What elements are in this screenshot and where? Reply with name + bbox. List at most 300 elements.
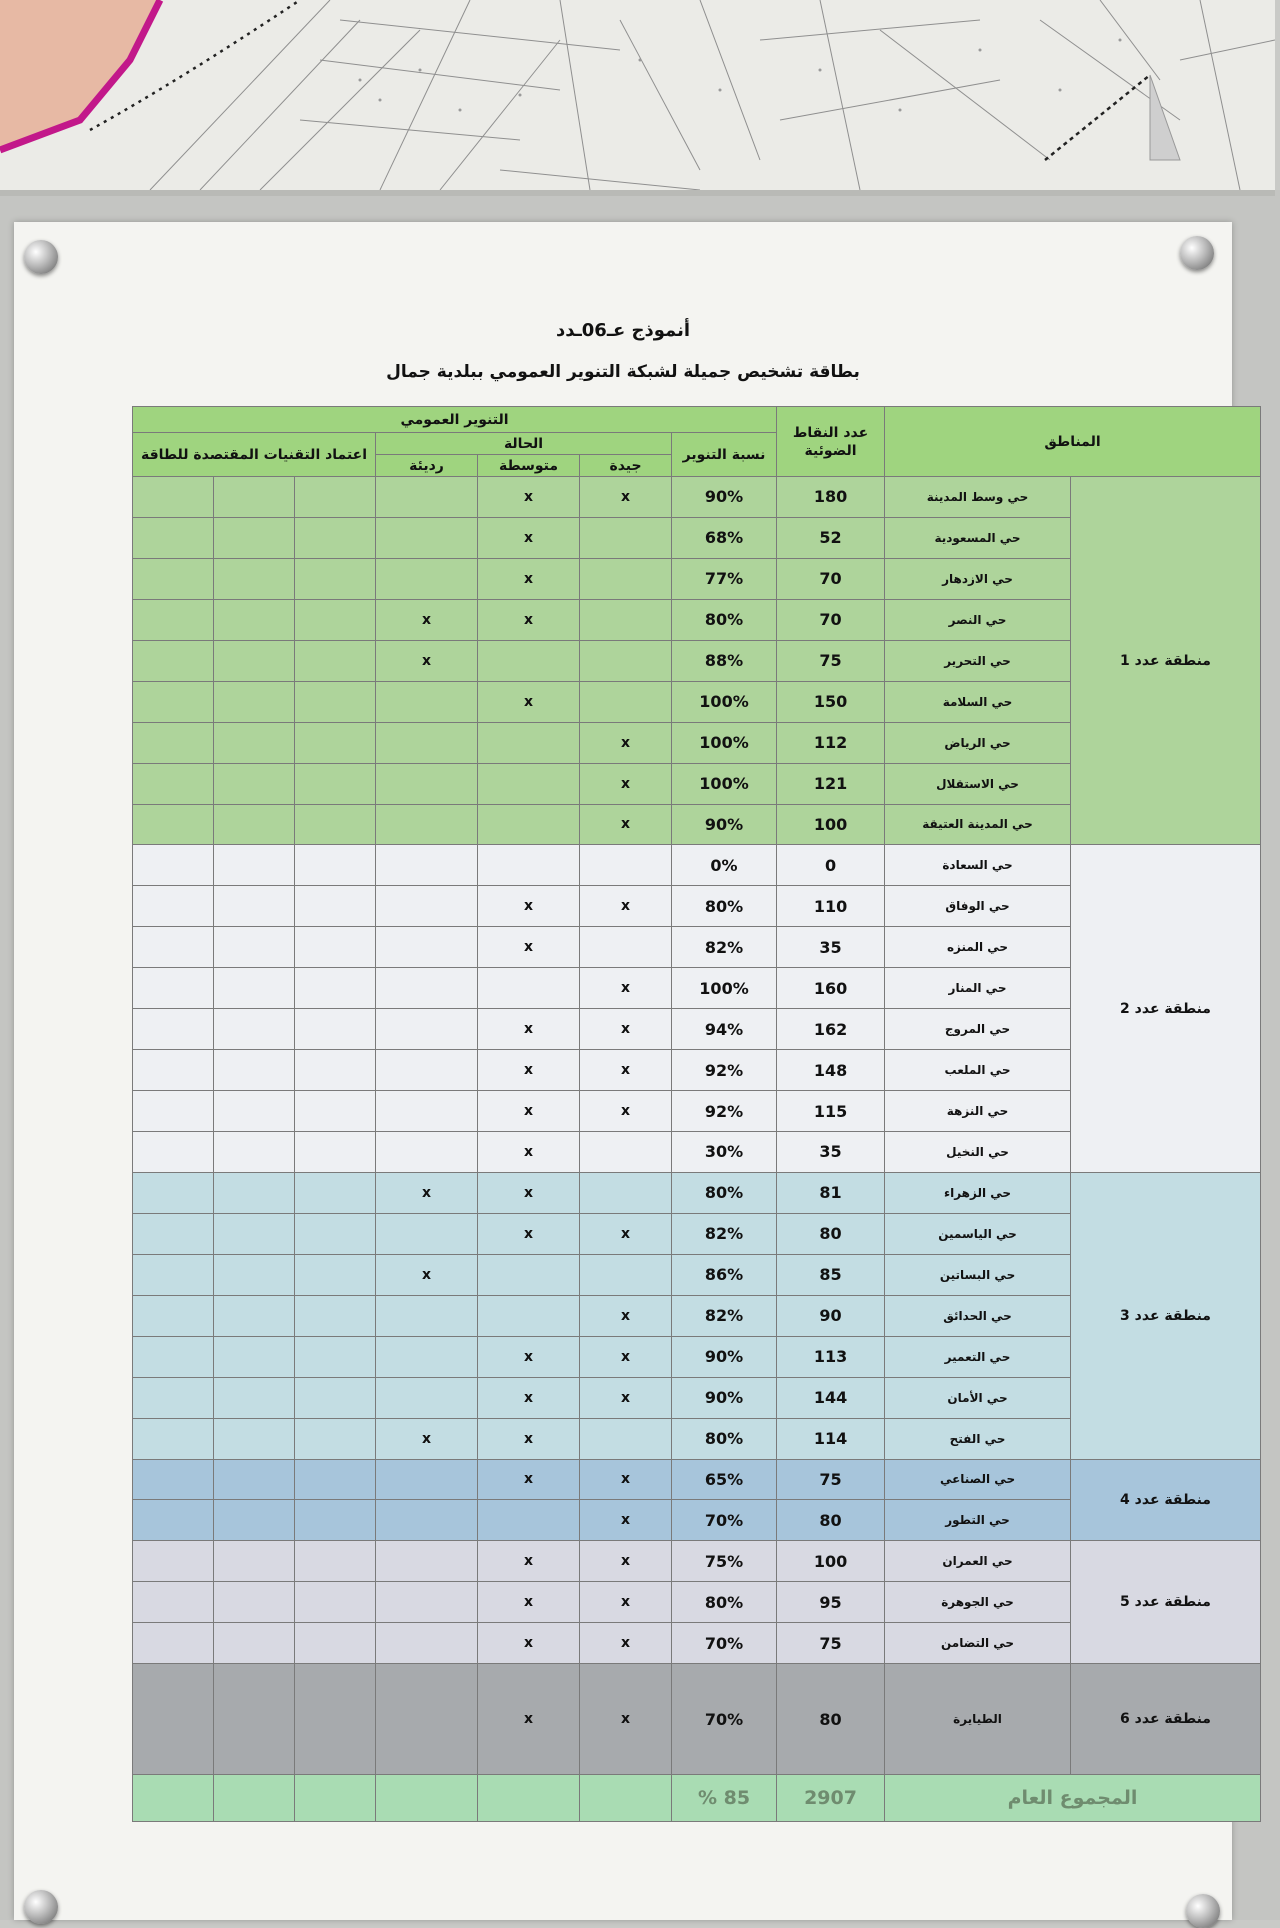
district-name-cell: حي الجوهرة [885, 1582, 1071, 1623]
energy-tech-cell [133, 477, 214, 518]
condition-medium-cell [478, 640, 580, 681]
lighting-rate-cell: 86% [672, 1254, 777, 1295]
light-points-cell: 115 [777, 1091, 885, 1132]
energy-tech-cell [295, 1213, 376, 1254]
condition-good-cell: x [580, 1377, 672, 1418]
condition-good-cell: x [580, 1009, 672, 1050]
lighting-rate-cell: 90% [672, 804, 777, 845]
header-condition: الحالة [376, 433, 672, 455]
header-energy: اعتماد التقنيات المقتصدة للطاقة [133, 433, 376, 477]
energy-tech-cell [214, 1336, 295, 1377]
district-name-cell: حي النخيل [885, 1132, 1071, 1173]
energy-tech-cell [133, 1336, 214, 1377]
energy-tech-cell [133, 927, 214, 968]
energy-tech-cell [295, 517, 376, 558]
energy-tech-cell [133, 1582, 214, 1623]
energy-tech-cell [214, 722, 295, 763]
lighting-diagnostic-table [132, 406, 1261, 1822]
table-body [133, 477, 1261, 1822]
energy-tech-cell [214, 804, 295, 845]
condition-bad-cell [376, 1050, 478, 1091]
district-name-cell: حي التعمير [885, 1336, 1071, 1377]
light-points-cell: 52 [777, 517, 885, 558]
lighting-rate-cell: 90% [672, 1336, 777, 1377]
condition-medium-cell: x [478, 599, 580, 640]
zone-name-cell: منطقة عدد 4 [1071, 1459, 1261, 1541]
energy-tech-cell [133, 681, 214, 722]
energy-tech-cell [214, 1009, 295, 1050]
printed-sheet [14, 222, 1232, 1920]
district-name-cell: حي المنار [885, 968, 1071, 1009]
lighting-rate-cell: 92% [672, 1050, 777, 1091]
district-name-cell: حي المنزه [885, 927, 1071, 968]
energy-tech-cell [214, 1091, 295, 1132]
condition-good-cell: x [580, 1500, 672, 1541]
lighting-rate-cell: 77% [672, 558, 777, 599]
energy-tech-cell [295, 968, 376, 1009]
condition-medium-cell: x [478, 1459, 580, 1500]
district-name-cell: حي التضامن [885, 1623, 1071, 1664]
district-name-cell: حي الزهراء [885, 1172, 1071, 1213]
light-points-cell: 113 [777, 1336, 885, 1377]
light-points-cell: 100 [777, 1541, 885, 1582]
condition-good-cell [580, 599, 672, 640]
energy-tech-cell [295, 1009, 376, 1050]
table-row [133, 1459, 1261, 1500]
energy-tech-cell [295, 804, 376, 845]
lighting-rate-cell: 80% [672, 1172, 777, 1213]
lighting-rate-cell: 80% [672, 1582, 777, 1623]
district-name-cell: حي النصر [885, 599, 1071, 640]
light-points-cell: 70 [777, 558, 885, 599]
energy-tech-cell [295, 1295, 376, 1336]
energy-tech-cell [133, 1132, 214, 1173]
condition-medium-cell [478, 845, 580, 886]
zone-name-cell: منطقة عدد 5 [1071, 1541, 1261, 1664]
condition-good-cell: x [580, 886, 672, 927]
district-name-cell: حي الياسمين [885, 1213, 1071, 1254]
header-rate: نسبة التنوير [672, 433, 777, 477]
lighting-rate-cell: 82% [672, 1295, 777, 1336]
zone-name-cell: منطقة عدد 2 [1071, 845, 1261, 1173]
condition-bad-cell [376, 1091, 478, 1132]
condition-medium-cell: x [478, 477, 580, 518]
push-pin-top-right [1180, 236, 1214, 270]
condition-medium-cell: x [478, 558, 580, 599]
energy-tech-cell [214, 1664, 295, 1775]
condition-medium-cell [478, 722, 580, 763]
district-name-cell: حي العمران [885, 1541, 1071, 1582]
energy-tech-cell [295, 1623, 376, 1664]
condition-bad-cell [376, 845, 478, 886]
condition-medium-cell [478, 1295, 580, 1336]
energy-tech-cell [295, 1050, 376, 1091]
condition-good-cell [580, 681, 672, 722]
lighting-rate-cell: 65% [672, 1459, 777, 1500]
total-row [133, 1775, 1261, 1822]
condition-medium-cell [478, 763, 580, 804]
energy-tech-cell [295, 1377, 376, 1418]
condition-medium-cell: x [478, 1541, 580, 1582]
energy-tech-cell [214, 1418, 295, 1459]
energy-tech-cell [133, 517, 214, 558]
light-points-cell: 180 [777, 477, 885, 518]
lighting-rate-cell: 80% [672, 1418, 777, 1459]
energy-tech-cell [133, 763, 214, 804]
light-points-cell: 75 [777, 1459, 885, 1500]
condition-medium-cell: x [478, 1377, 580, 1418]
lighting-rate-cell: 68% [672, 517, 777, 558]
condition-bad-cell [376, 927, 478, 968]
lighting-rate-cell: 100% [672, 722, 777, 763]
light-points-cell: 35 [777, 927, 885, 968]
condition-good-cell: x [580, 1091, 672, 1132]
energy-tech-cell [295, 845, 376, 886]
lighting-rate-cell: 82% [672, 1213, 777, 1254]
energy-tech-cell [133, 845, 214, 886]
condition-good-cell [580, 558, 672, 599]
energy-tech-cell [214, 477, 295, 518]
condition-medium-cell [478, 1254, 580, 1295]
energy-tech-cell [214, 558, 295, 599]
form-code: أنموذج ع‍ـ‍06‍ـدد [555, 320, 691, 341]
energy-tech-cell [295, 599, 376, 640]
light-points-cell: 75 [777, 640, 885, 681]
energy-tech-cell [295, 722, 376, 763]
district-name-cell: حي الوفاق [885, 886, 1071, 927]
energy-tech-cell [214, 1132, 295, 1173]
lighting-rate-cell: 92% [672, 1091, 777, 1132]
energy-tech-cell [133, 1500, 214, 1541]
document-title: بطاقة تشخيص جميلة لشبكة التنوير العمومي ببلدية جمال [386, 362, 860, 382]
energy-tech-cell [133, 1254, 214, 1295]
lighting-rate-cell: 70% [672, 1500, 777, 1541]
district-name-cell: حي النزهة [885, 1091, 1071, 1132]
condition-medium-cell [478, 1500, 580, 1541]
energy-tech-cell [295, 1132, 376, 1173]
push-pin-bottom-right [1186, 1894, 1220, 1928]
condition-medium-cell: x [478, 1009, 580, 1050]
energy-tech-cell [295, 763, 376, 804]
condition-bad-cell: x [376, 1418, 478, 1459]
lighting-rate-cell: 0% [672, 845, 777, 886]
district-name-cell: حي البساتين [885, 1254, 1071, 1295]
condition-bad-cell [376, 804, 478, 845]
condition-good-cell [580, 845, 672, 886]
light-points-cell: 150 [777, 681, 885, 722]
condition-good-cell: x [580, 1541, 672, 1582]
district-name-cell: حي السعادة [885, 845, 1071, 886]
energy-tech-cell [133, 1623, 214, 1664]
condition-medium-cell: x [478, 927, 580, 968]
condition-good-cell: x [580, 1050, 672, 1091]
energy-tech-cell [133, 1541, 214, 1582]
energy-tech-cell [295, 681, 376, 722]
lighting-rate-cell: 90% [672, 477, 777, 518]
light-points-cell: 0 [777, 845, 885, 886]
condition-good-cell: x [580, 1582, 672, 1623]
condition-bad-cell [376, 968, 478, 1009]
lighting-rate-cell: 82% [672, 927, 777, 968]
energy-tech-cell [295, 558, 376, 599]
district-name-cell: حي المروج [885, 1009, 1071, 1050]
condition-bad-cell [376, 681, 478, 722]
energy-tech-cell [133, 640, 214, 681]
energy-tech-cell [133, 599, 214, 640]
condition-bad-cell [376, 1295, 478, 1336]
header-medium: متوسطة [478, 455, 580, 477]
condition-bad-cell [376, 1377, 478, 1418]
light-points-cell: 80 [777, 1664, 885, 1775]
energy-tech-cell [214, 1172, 295, 1213]
light-points-cell: 148 [777, 1050, 885, 1091]
energy-tech-cell [214, 1254, 295, 1295]
header-points: عدد النقاط الضوئية [777, 407, 885, 477]
condition-medium-cell: x [478, 1172, 580, 1213]
energy-tech-cell [133, 1091, 214, 1132]
condition-medium-cell [478, 804, 580, 845]
light-points-cell: 110 [777, 886, 885, 927]
lighting-rate-cell: 94% [672, 1009, 777, 1050]
energy-tech-cell [295, 1254, 376, 1295]
condition-bad-cell [376, 1459, 478, 1500]
energy-tech-cell [214, 1541, 295, 1582]
condition-good-cell [580, 640, 672, 681]
energy-tech-cell [133, 804, 214, 845]
push-pin-bottom-left [24, 1890, 58, 1924]
energy-tech-cell [214, 1500, 295, 1541]
total-points-cell: 2907 [777, 1775, 885, 1822]
energy-tech-cell [295, 1541, 376, 1582]
condition-bad-cell [376, 1664, 478, 1775]
energy-tech-cell [133, 558, 214, 599]
header-bad: رديئة [376, 455, 478, 477]
condition-good-cell [580, 1132, 672, 1173]
condition-good-cell: x [580, 968, 672, 1009]
district-name-cell: حي الفتح [885, 1418, 1071, 1459]
condition-bad-cell [376, 886, 478, 927]
energy-tech-cell [214, 517, 295, 558]
map-drawing [0, 0, 1275, 190]
push-pin-top-left [24, 240, 58, 274]
condition-bad-cell: x [376, 1172, 478, 1213]
condition-bad-cell [376, 1009, 478, 1050]
zone-name-cell: منطقة عدد 6 [1071, 1664, 1261, 1775]
energy-tech-cell [133, 968, 214, 1009]
condition-bad-cell [376, 1541, 478, 1582]
table-row [133, 845, 1261, 886]
light-points-cell: 90 [777, 1295, 885, 1336]
energy-tech-cell [295, 640, 376, 681]
table-row [133, 1172, 1261, 1213]
condition-good-cell: x [580, 1459, 672, 1500]
energy-tech-cell [295, 1664, 376, 1775]
lighting-rate-cell: 100% [672, 968, 777, 1009]
energy-tech-cell [295, 886, 376, 927]
total-empty-cell [133, 1775, 214, 1822]
energy-tech-cell [133, 1377, 214, 1418]
energy-tech-cell [295, 1459, 376, 1500]
energy-tech-cell [133, 1213, 214, 1254]
light-points-cell: 100 [777, 804, 885, 845]
condition-bad-cell [376, 1213, 478, 1254]
table-row [133, 1541, 1261, 1582]
header-lighting: التنوير العمومي [133, 407, 777, 433]
condition-medium-cell: x [478, 517, 580, 558]
condition-bad-cell: x [376, 1254, 478, 1295]
condition-medium-cell: x [478, 1132, 580, 1173]
condition-medium-cell: x [478, 1664, 580, 1775]
condition-medium-cell: x [478, 886, 580, 927]
district-name-cell: حي التحرير [885, 640, 1071, 681]
light-points-cell: 70 [777, 599, 885, 640]
total-empty-cell [214, 1775, 295, 1822]
energy-tech-cell [214, 1295, 295, 1336]
light-points-cell: 114 [777, 1418, 885, 1459]
condition-medium-cell: x [478, 681, 580, 722]
header-good: جيدة [580, 455, 672, 477]
condition-bad-cell [376, 1623, 478, 1664]
energy-tech-cell [133, 1172, 214, 1213]
condition-bad-cell [376, 477, 478, 518]
condition-good-cell: x [580, 722, 672, 763]
condition-bad-cell [376, 517, 478, 558]
district-name-cell: حي الازدهار [885, 558, 1071, 599]
total-empty-cell [376, 1775, 478, 1822]
zone-name-cell: منطقة عدد 1 [1071, 477, 1261, 845]
district-name-cell: حي السلامة [885, 681, 1071, 722]
energy-tech-cell [133, 886, 214, 927]
condition-good-cell: x [580, 1336, 672, 1377]
light-points-cell: 160 [777, 968, 885, 1009]
district-name-cell: حي الملعب [885, 1050, 1071, 1091]
condition-medium-cell: x [478, 1623, 580, 1664]
total-empty-cell [478, 1775, 580, 1822]
total-label-cell: المجموع العام [885, 1775, 1261, 1822]
district-name-cell: حي الأمان [885, 1377, 1071, 1418]
lighting-rate-cell: 100% [672, 763, 777, 804]
light-points-cell: 121 [777, 763, 885, 804]
district-name-cell: حي التطور [885, 1500, 1071, 1541]
energy-tech-cell [214, 1623, 295, 1664]
energy-tech-cell [133, 722, 214, 763]
condition-medium-cell: x [478, 1213, 580, 1254]
lighting-rate-cell: 75% [672, 1541, 777, 1582]
light-points-cell: 85 [777, 1254, 885, 1295]
energy-tech-cell [133, 1050, 214, 1091]
energy-tech-cell [295, 477, 376, 518]
energy-tech-cell [214, 681, 295, 722]
total-empty-cell [580, 1775, 672, 1822]
condition-good-cell [580, 517, 672, 558]
energy-tech-cell [295, 1172, 376, 1213]
district-name-cell: حي الرياض [885, 722, 1071, 763]
energy-tech-cell [214, 1050, 295, 1091]
light-points-cell: 75 [777, 1623, 885, 1664]
light-points-cell: 112 [777, 722, 885, 763]
district-name-cell: الطيايرة [885, 1664, 1071, 1775]
energy-tech-cell [295, 927, 376, 968]
lighting-rate-cell: 80% [672, 599, 777, 640]
energy-tech-cell [214, 1459, 295, 1500]
light-points-cell: 35 [777, 1132, 885, 1173]
district-name-cell: حي المسعودية [885, 517, 1071, 558]
condition-good-cell: x [580, 763, 672, 804]
energy-tech-cell [295, 1336, 376, 1377]
energy-tech-cell [133, 1009, 214, 1050]
energy-tech-cell [133, 1459, 214, 1500]
total-empty-cell [295, 1775, 376, 1822]
energy-tech-cell [295, 1091, 376, 1132]
district-name-cell: حي الاستقلال [885, 763, 1071, 804]
condition-bad-cell [376, 1500, 478, 1541]
district-name-cell: حي الصناعي [885, 1459, 1071, 1500]
lighting-rate-cell: 70% [672, 1664, 777, 1775]
energy-tech-cell [214, 927, 295, 968]
district-name-cell: حي الحدائق [885, 1295, 1071, 1336]
energy-tech-cell [214, 640, 295, 681]
lighting-rate-cell: 100% [672, 681, 777, 722]
light-points-cell: 80 [777, 1500, 885, 1541]
energy-tech-cell [214, 1582, 295, 1623]
energy-tech-cell [133, 1418, 214, 1459]
table-row [133, 1664, 1261, 1775]
light-points-cell: 95 [777, 1582, 885, 1623]
condition-bad-cell: x [376, 640, 478, 681]
light-points-cell: 81 [777, 1172, 885, 1213]
condition-good-cell [580, 1254, 672, 1295]
condition-good-cell: x [580, 1213, 672, 1254]
condition-good-cell: x [580, 804, 672, 845]
table-row [133, 477, 1261, 518]
condition-medium-cell: x [478, 1091, 580, 1132]
condition-bad-cell [376, 763, 478, 804]
light-points-cell: 80 [777, 1213, 885, 1254]
total-rate-cell: 85 % [672, 1775, 777, 1822]
lighting-rate-cell: 90% [672, 1377, 777, 1418]
energy-tech-cell [214, 1377, 295, 1418]
map-poster-fragment [0, 0, 1275, 196]
condition-bad-cell [376, 558, 478, 599]
zone-name-cell: منطقة عدد 3 [1071, 1172, 1261, 1459]
condition-good-cell: x [580, 1664, 672, 1775]
condition-bad-cell [376, 1582, 478, 1623]
condition-bad-cell [376, 1132, 478, 1173]
energy-tech-cell [295, 1500, 376, 1541]
lighting-rate-cell: 88% [672, 640, 777, 681]
energy-tech-cell [214, 1213, 295, 1254]
condition-medium-cell: x [478, 1050, 580, 1091]
district-name-cell: حي المدينة العتيقة [885, 804, 1071, 845]
condition-bad-cell [376, 1336, 478, 1377]
condition-good-cell [580, 1418, 672, 1459]
header-areas: المناطق [885, 407, 1261, 477]
lighting-rate-cell: 70% [672, 1623, 777, 1664]
energy-tech-cell [214, 968, 295, 1009]
condition-good-cell: x [580, 1295, 672, 1336]
condition-bad-cell: x [376, 599, 478, 640]
district-name-cell: حي وسط المدينة [885, 477, 1071, 518]
light-points-cell: 144 [777, 1377, 885, 1418]
condition-medium-cell [478, 968, 580, 1009]
energy-tech-cell [295, 1418, 376, 1459]
energy-tech-cell [214, 845, 295, 886]
condition-bad-cell [376, 722, 478, 763]
lighting-rate-cell: 30% [672, 1132, 777, 1173]
energy-tech-cell [133, 1295, 214, 1336]
condition-good-cell: x [580, 477, 672, 518]
energy-tech-cell [133, 1664, 214, 1775]
